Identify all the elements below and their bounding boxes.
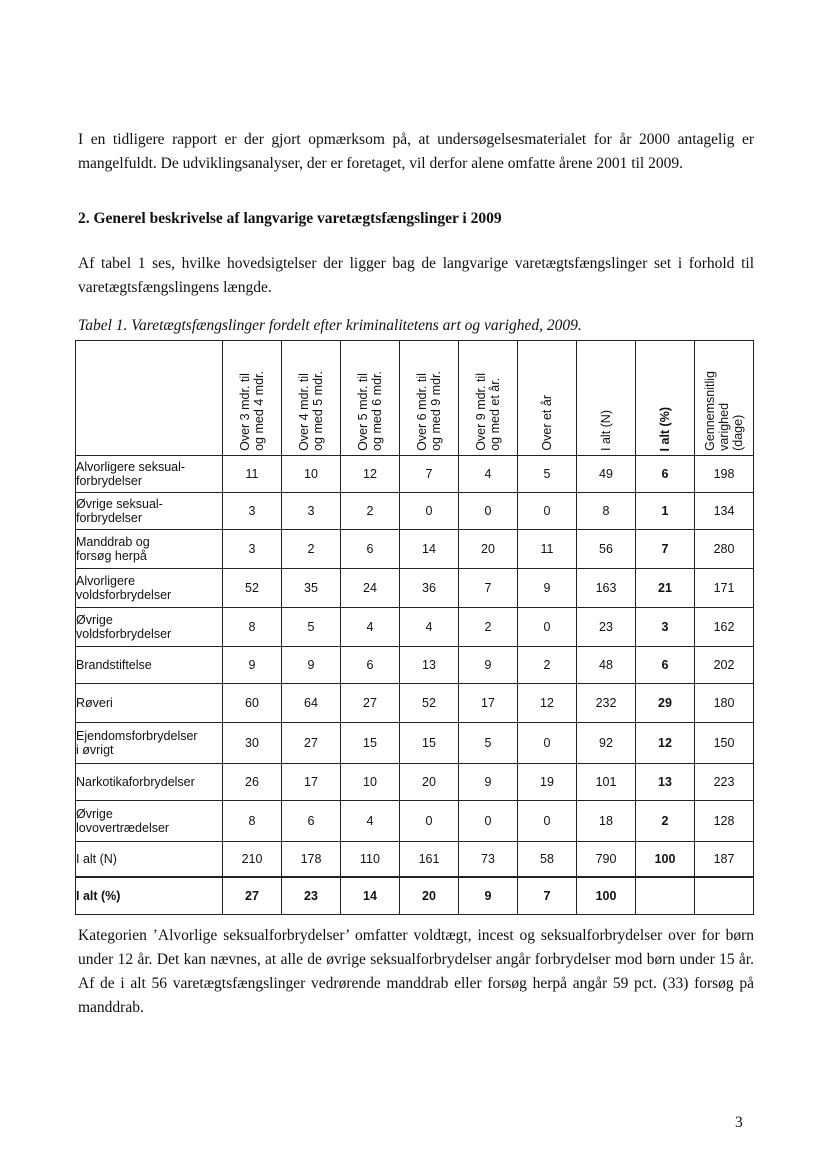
table-cell: 7: [518, 877, 577, 915]
table-cell: 100: [636, 842, 695, 878]
table-cell: 5: [459, 723, 518, 764]
table-cell: 19: [518, 764, 577, 801]
table-cell: 6: [341, 647, 400, 684]
table-cell: 178: [282, 842, 341, 878]
table-cell: 210: [223, 842, 282, 878]
page-number: 3: [735, 1114, 743, 1131]
table-cell: 9: [459, 877, 518, 915]
row-label: Brandstiftelse: [76, 647, 223, 684]
table-cell: 58: [518, 842, 577, 878]
table-cell: 24: [341, 569, 400, 608]
table-cell: 3: [282, 493, 341, 530]
table-cell: 0: [400, 801, 459, 842]
header-label: Over 9 mdr. til og med et år.: [474, 373, 502, 451]
row-label: Alvorligere seksual- forbrydelser: [76, 456, 223, 493]
table-cell: 187: [695, 842, 754, 878]
header-label: Over 4 mdr. til og med 5 mdr.: [297, 371, 325, 451]
table-cell: 15: [341, 723, 400, 764]
table-row: [76, 801, 754, 842]
table-cell: 56: [577, 530, 636, 569]
table-cell: 0: [400, 493, 459, 530]
table-cell: 3: [223, 493, 282, 530]
row-label: Røveri: [76, 684, 223, 723]
table-cell: 64: [282, 684, 341, 723]
table-cell: 11: [518, 530, 577, 569]
table-cell: 790: [577, 842, 636, 878]
table-cell: 0: [459, 801, 518, 842]
header-cell: [341, 341, 400, 456]
table-cell: 30: [223, 723, 282, 764]
data-table: [75, 340, 754, 915]
table-cell: 180: [695, 684, 754, 723]
header-label: Over 3 mdr. til og med 4 mdr.: [238, 371, 266, 451]
table-cell: 4: [459, 456, 518, 493]
header-corner-cell: [76, 341, 223, 456]
header-label: Over 6 mdr. til og med 9 mdr.: [415, 371, 443, 451]
table-cell: 20: [459, 530, 518, 569]
table-cell: 9: [459, 764, 518, 801]
table-cell: 161: [400, 842, 459, 878]
row-label: Alvorligere voldsforbrydelser: [76, 569, 223, 608]
closing-paragraph: Kategorien ’Alvorlige seksualforbrydelser’ omfatter voldtægt, incest og seksualforbrydelser over for børn under 12 år. Det kan nævnes, at alle de øvrige seksualforbrydelser angår forbrydelser mod børn under 15 år. Af de i alt 56 varetægtsfængslinger vedrørende manddrab eller forsøg herpå angår 59 pct. (33) forsøg på manddrab.: [78, 927, 754, 1016]
table-cell: 2: [636, 801, 695, 842]
table-cell: 3: [636, 608, 695, 647]
table-cell: 26: [223, 764, 282, 801]
table-cell: 3: [223, 530, 282, 569]
table-cell: 6: [636, 647, 695, 684]
table-row: [76, 684, 754, 723]
table-cell: 17: [459, 684, 518, 723]
table-cell: 21: [636, 569, 695, 608]
table-cell: 27: [341, 684, 400, 723]
table-cell: 92: [577, 723, 636, 764]
table-cell: 18: [577, 801, 636, 842]
header-row: [76, 341, 754, 456]
row-label: Manddrab og forsøg herpå: [76, 530, 223, 569]
table-cell: 5: [518, 456, 577, 493]
table-cell: 2: [341, 493, 400, 530]
row-label: I alt (%): [76, 877, 223, 915]
table-row: [76, 764, 754, 801]
table-cell: 7: [636, 530, 695, 569]
table-cell: 0: [518, 801, 577, 842]
row-label: Øvrige voldsforbrydelser: [76, 608, 223, 647]
table-cell: 9: [459, 647, 518, 684]
table-cell: 13: [400, 647, 459, 684]
table-cell: 134: [695, 493, 754, 530]
table-cell: 7: [400, 456, 459, 493]
table-cell: 13: [636, 764, 695, 801]
header-label: I alt (N): [599, 410, 613, 451]
header-cell: [459, 341, 518, 456]
table-cell: 0: [518, 608, 577, 647]
table-caption: Tabel 1. Varetægtsfængslinger fordelt efter kriminalitetens art og varighed, 2009.: [78, 317, 582, 334]
table-cell: 202: [695, 647, 754, 684]
table-cell: 73: [459, 842, 518, 878]
table-cell: 12: [518, 684, 577, 723]
table-cell: 27: [223, 877, 282, 915]
table-cell: 14: [341, 877, 400, 915]
table-row: [76, 569, 754, 608]
table-cell: 1: [636, 493, 695, 530]
table-cell: 128: [695, 801, 754, 842]
table-cell: 2: [459, 608, 518, 647]
table-cell: 2: [282, 530, 341, 569]
table-cell: 162: [695, 608, 754, 647]
table-cell: 8: [223, 801, 282, 842]
table-cell: 232: [577, 684, 636, 723]
table-cell: 14: [400, 530, 459, 569]
table-cell: 171: [695, 569, 754, 608]
table-row: [76, 608, 754, 647]
table-cell: 4: [341, 801, 400, 842]
header-label: Over 5 mdr. til og med 6 mdr.: [356, 371, 384, 451]
table-cell: 2: [518, 647, 577, 684]
table-intro-paragraph: Af tabel 1 ses, hvilke hovedsigtelser der ligger bag de langvarige varetægtsfængslinger set i forhold til varetægtsfængslingens længde.: [78, 255, 754, 296]
table-cell: 0: [518, 493, 577, 530]
intro-paragraph: I en tidligere rapport er der gjort opmærksom på, at undersøgelsesmaterialet for år 2000 antagelig er mangelfuldt. De udviklingsanalyser, der er foretaget, vil derfor alene omfatte årene 2001 til 2009.: [78, 131, 754, 172]
table-cell: 23: [282, 877, 341, 915]
table-cell: [636, 877, 695, 915]
table-cell: 110: [341, 842, 400, 878]
section-heading: 2. Generel beskrivelse af langvarige varetægtsfængslinger i 2009: [78, 210, 502, 227]
table-cell: 5: [282, 608, 341, 647]
table-cell: 223: [695, 764, 754, 801]
table-cell: 7: [459, 569, 518, 608]
table-cell: 4: [400, 608, 459, 647]
table-cell: 52: [400, 684, 459, 723]
table-row: [76, 530, 754, 569]
table-cell: 52: [223, 569, 282, 608]
table-cell: 17: [282, 764, 341, 801]
table-cell: 49: [577, 456, 636, 493]
table-cell: 60: [223, 684, 282, 723]
table-cell: 27: [282, 723, 341, 764]
header-cell: [577, 341, 636, 456]
table-cell: 10: [341, 764, 400, 801]
table-row: [76, 877, 754, 915]
table-cell: 20: [400, 764, 459, 801]
table-cell: 280: [695, 530, 754, 569]
table-cell: 6: [636, 456, 695, 493]
header-cell: [223, 341, 282, 456]
row-label: I alt (N): [76, 842, 223, 878]
table-cell: 101: [577, 764, 636, 801]
table-cell: 100: [577, 877, 636, 915]
row-label: Øvrige lovovertrædelser: [76, 801, 223, 842]
table-cell: 198: [695, 456, 754, 493]
table-cell: 11: [223, 456, 282, 493]
header-label: Gennemsnitlig varighed (dage): [703, 371, 745, 451]
table-cell: 8: [223, 608, 282, 647]
table-row: [76, 493, 754, 530]
table-cell: 8: [577, 493, 636, 530]
table-cell: 9: [223, 647, 282, 684]
table-cell: 9: [282, 647, 341, 684]
header-label: Over et år: [540, 395, 554, 451]
header-label: I alt (%): [658, 406, 672, 451]
header-cell: [282, 341, 341, 456]
table-row: [76, 456, 754, 493]
header-cell: [400, 341, 459, 456]
table-cell: 0: [518, 723, 577, 764]
table-cell: 20: [400, 877, 459, 915]
table-row: [76, 723, 754, 764]
table-cell: 29: [636, 684, 695, 723]
table-cell: 12: [341, 456, 400, 493]
table-cell: 0: [459, 493, 518, 530]
table-row: [76, 842, 754, 878]
table-cell: 10: [282, 456, 341, 493]
table-cell: 6: [282, 801, 341, 842]
header-cell: [636, 341, 695, 456]
table-cell: 4: [341, 608, 400, 647]
row-label: Narkotikaforbrydelser: [76, 764, 223, 801]
table-cell: 6: [341, 530, 400, 569]
header-cell: [695, 341, 754, 456]
table-cell: 35: [282, 569, 341, 608]
table-row: [76, 647, 754, 684]
table-cell: 12: [636, 723, 695, 764]
table-cell: 15: [400, 723, 459, 764]
row-label: Ejendomsforbrydelser i øvrigt: [76, 723, 223, 764]
table-cell: 36: [400, 569, 459, 608]
table-cell: 150: [695, 723, 754, 764]
table-cell: 48: [577, 647, 636, 684]
table-cell: 23: [577, 608, 636, 647]
header-cell: [518, 341, 577, 456]
row-label: Øvrige seksual- forbrydelser: [76, 493, 223, 530]
table-cell: 163: [577, 569, 636, 608]
table-cell: 9: [518, 569, 577, 608]
table-cell: [695, 877, 754, 915]
